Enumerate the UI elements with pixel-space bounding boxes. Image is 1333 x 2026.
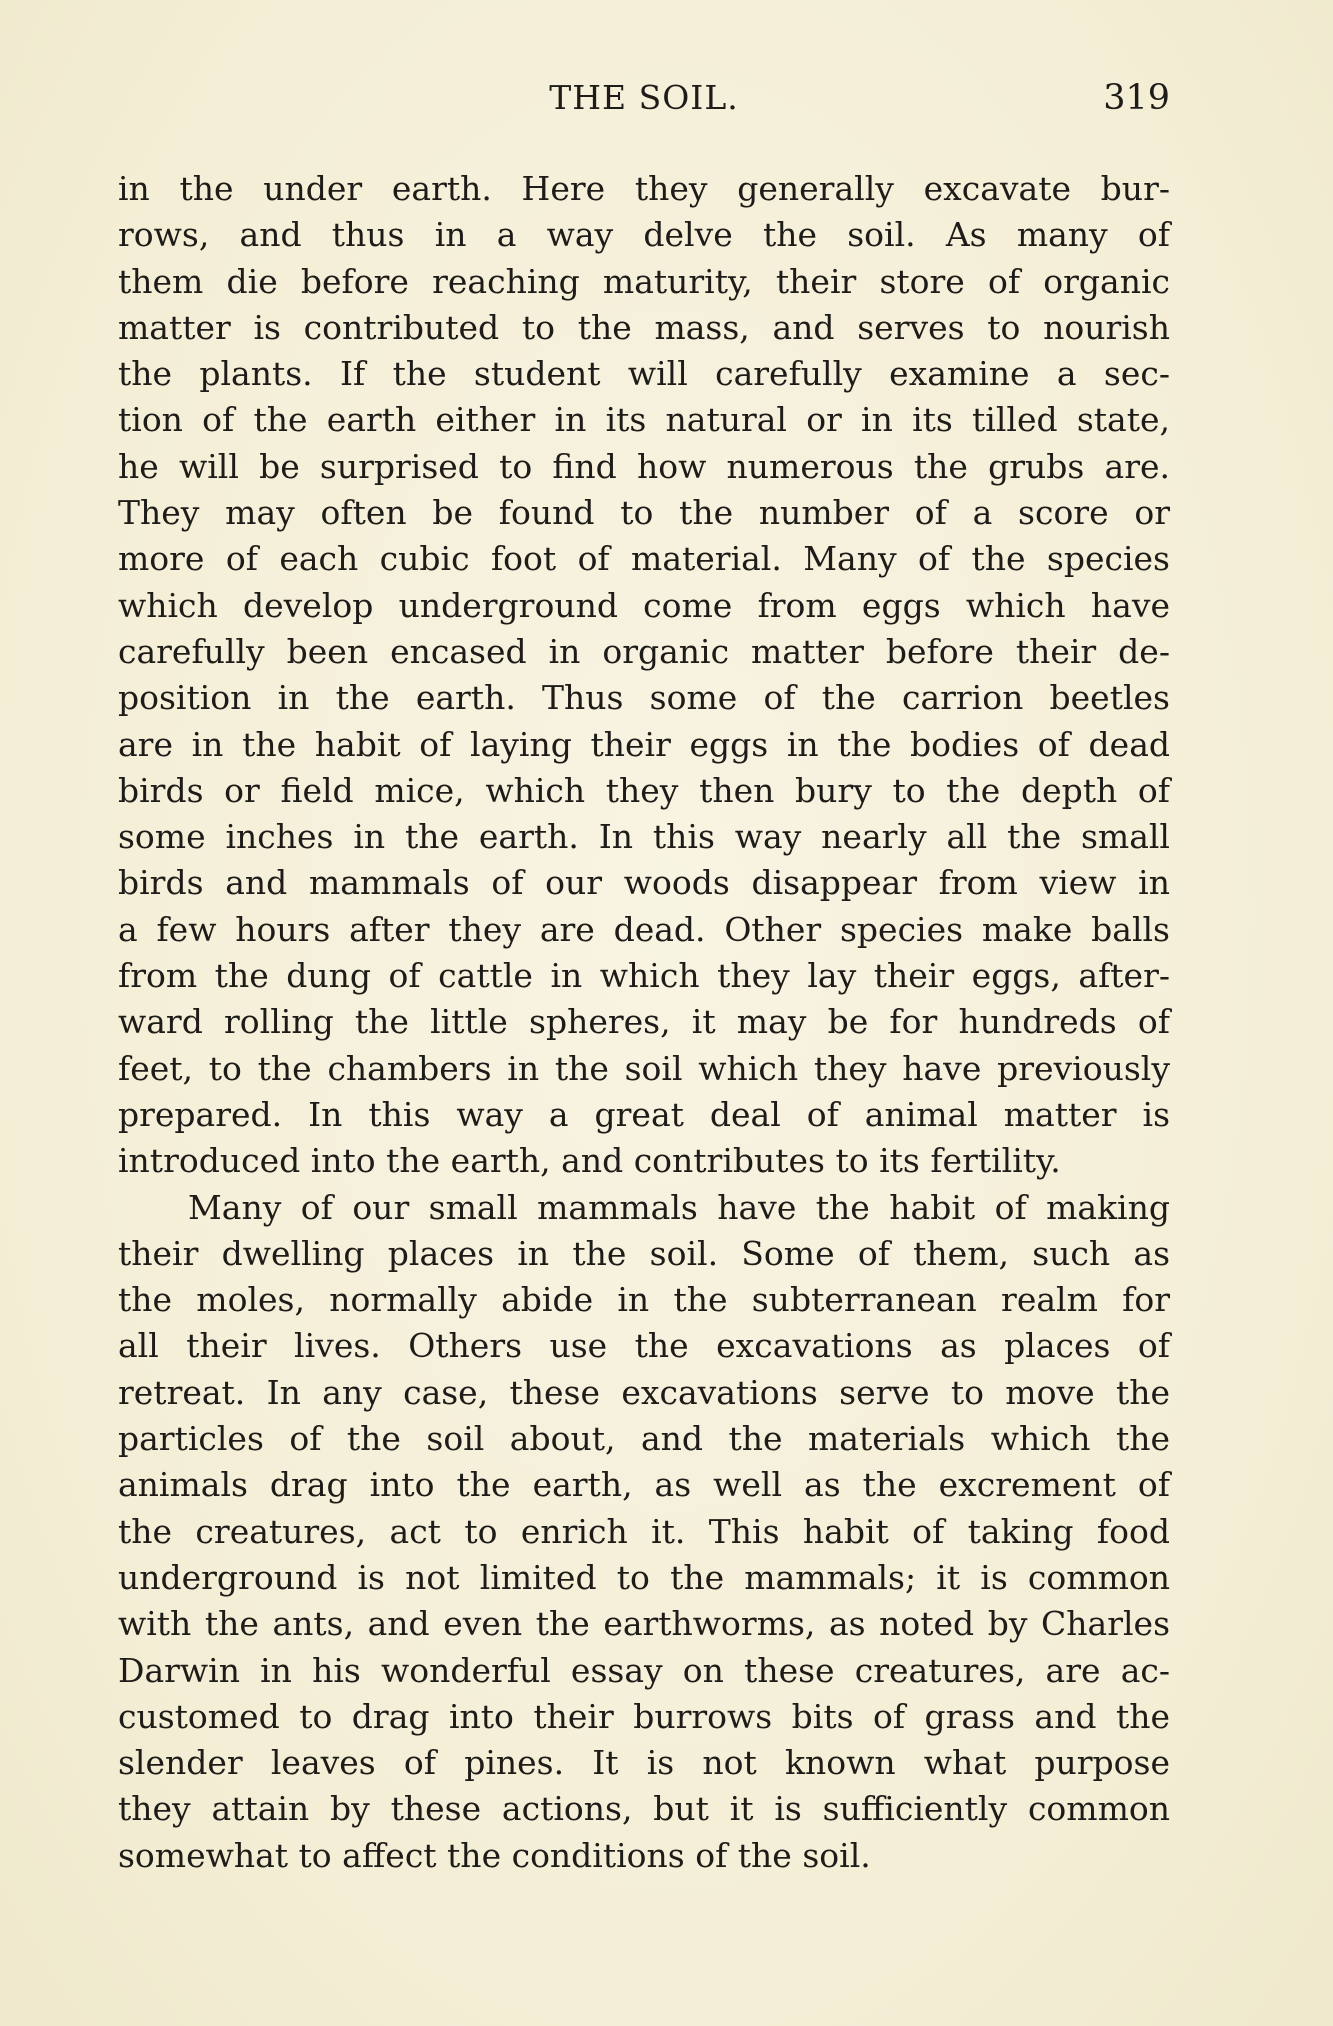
text-line: they attain by these actions, but it is sufficiently common [118, 1789, 1170, 1829]
text-line: Darwin in his wonderful essay on these creatures, are ac- [118, 1650, 1170, 1690]
text-line: retreat. In any case, these excavations serve to move the [118, 1372, 1170, 1412]
text-line: They may often be found to the number of a score or [118, 493, 1170, 533]
page-number: 319 [1103, 78, 1170, 118]
text-line: feet, to the chambers in the soil which they have previously [118, 1048, 1170, 1088]
text-line: more of each cubic foot of material. Many of the species [118, 539, 1170, 579]
text-line: position in the earth. Thus some of the carrion beetles [118, 678, 1170, 718]
text-line: Many of our small mammals have the habit of making [188, 1187, 1170, 1227]
text-line: some inches in the earth. In this way nearly all the small [118, 817, 1170, 857]
text-line: which develop underground come from eggs which have [118, 585, 1170, 625]
text-line: somewhat to affect the conditions of the soil. [118, 1835, 871, 1875]
body-text [118, 166, 1170, 1879]
text-line: them die before reaching maturity, their store of organic [118, 261, 1170, 301]
text-line: in the under earth. Here they generally excavate bur- [118, 169, 1170, 208]
text-line: prepared. In this way a great deal of animal matter is [118, 1094, 1170, 1134]
text-line: particles of the soil about, and the materials which the [118, 1419, 1170, 1459]
text-line: matter is contributed to the mass, and serves to nourish [118, 307, 1170, 347]
text-line: birds or field mice, which they then bury to the depth of [118, 770, 1170, 810]
text-line: all their lives. Others use the excavations as places of [118, 1326, 1170, 1366]
text-line: slender leaves of pines. It is not known what purpose [118, 1743, 1170, 1783]
text-line: with the ants, and even the earthworms, as noted by Charles [118, 1604, 1170, 1644]
text-line: animals drag into the earth, as well as the excrement of [118, 1465, 1170, 1505]
text-line: from the dung of cattle in which they lay their eggs, after- [118, 956, 1170, 996]
text-line: their dwelling places in the soil. Some of them, such as [118, 1233, 1170, 1273]
text-line: carefully been encased in organic matter before their de- [118, 631, 1170, 671]
text-line: tion of the earth either in its natural or in its tilled state, [118, 400, 1170, 440]
text-line: customed to drag into their burrows bits of grass and the [118, 1696, 1170, 1736]
running-title: THE SOIL. [549, 78, 739, 117]
text-line: the creatures, act to enrich it. This habit of taking food [118, 1511, 1170, 1551]
text-line: underground is not limited to the mammals; it is common [118, 1557, 1170, 1597]
text-line: the moles, normally abide in the subterranean realm for [118, 1280, 1170, 1320]
text-line: birds and mammals of our woods disappear from view in [118, 863, 1170, 903]
paragraph-1 [118, 166, 1170, 1185]
running-head [118, 78, 1170, 128]
text-line: introduced into the earth, and contributes to its fertility. [118, 1141, 1061, 1181]
text-line: are in the habit of laying their eggs in the bodies of dead [118, 724, 1170, 764]
text-line: he will be surprised to find how numerous the grubs are. [118, 446, 1170, 486]
paragraph-2 [118, 1185, 1170, 1879]
text-line: the plants. If the student will carefully examine a sec- [118, 354, 1170, 394]
text-line: rows, and thus in a way delve the soil. As many of [118, 215, 1170, 255]
text-line: a few hours after they are dead. Other species make balls [118, 909, 1170, 949]
text-line: ward rolling the little spheres, it may be for hundreds of [118, 1002, 1170, 1042]
